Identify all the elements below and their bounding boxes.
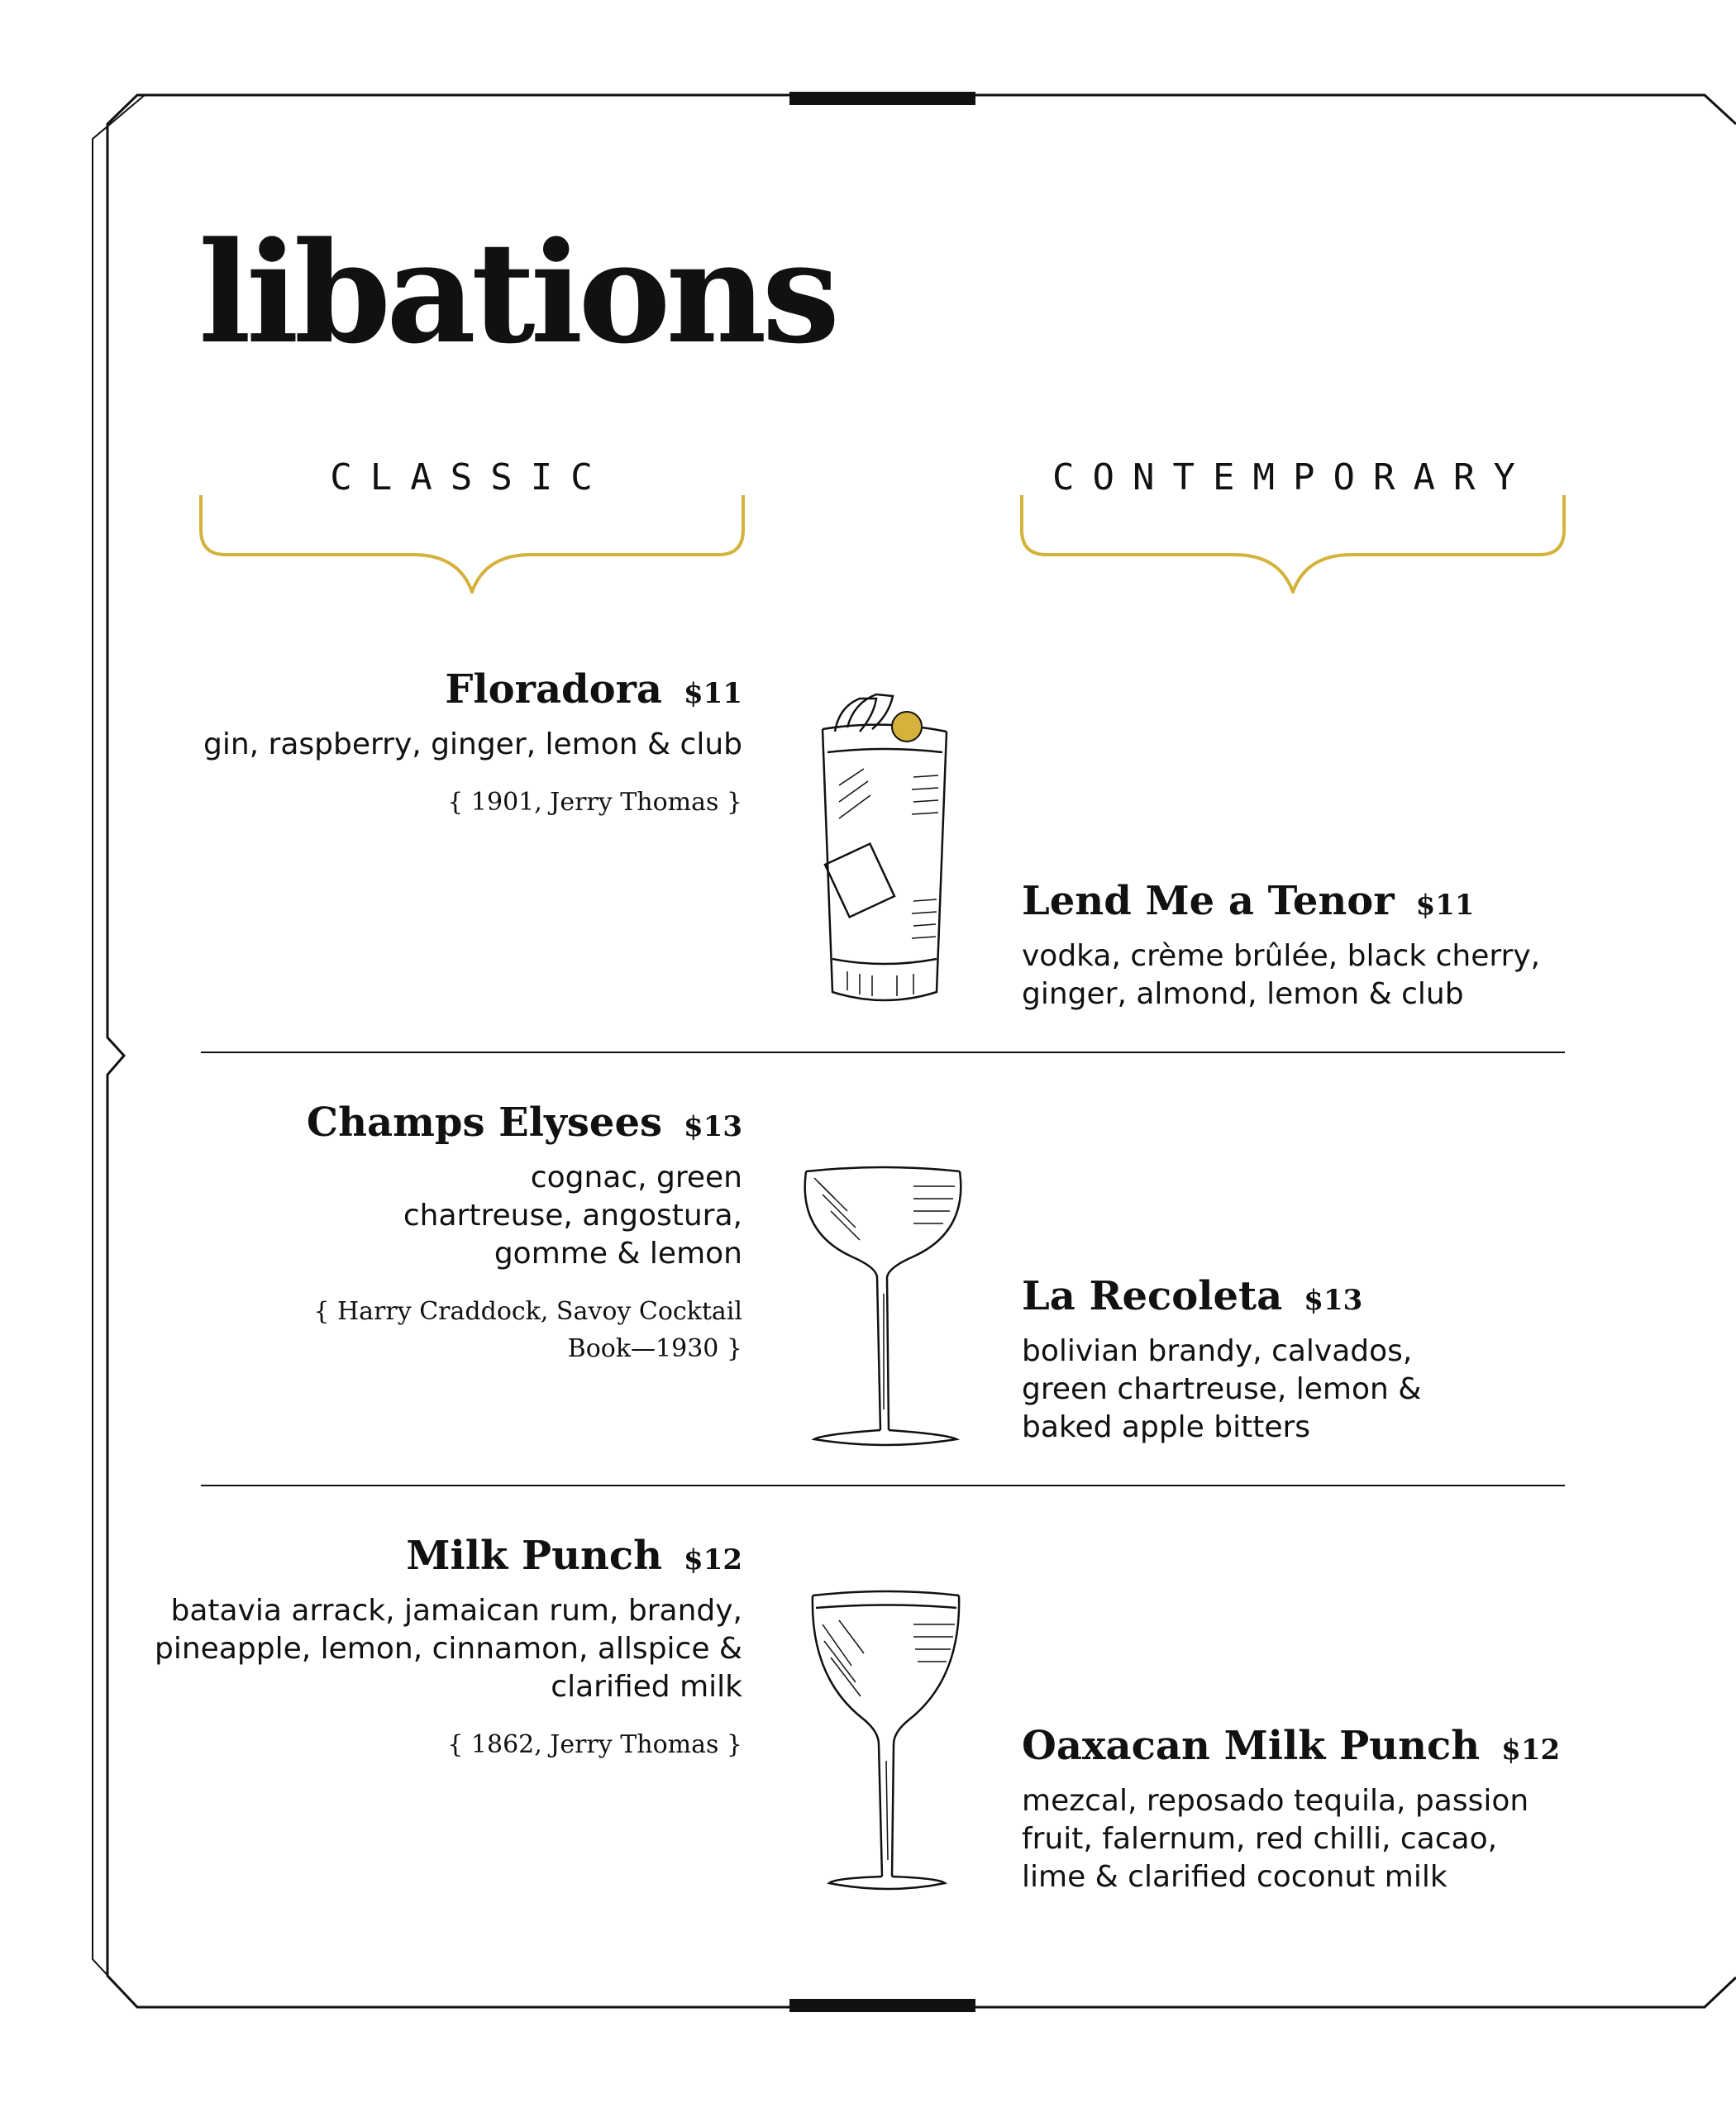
drink-oaxacan-milk-punch bbox=[1022, 1723, 1600, 1896]
section-heading-classic: CLASSIC bbox=[330, 456, 611, 498]
drink-name-line bbox=[1022, 878, 1600, 924]
drink-source: { 1862, Jerry Thomas } bbox=[447, 1730, 742, 1759]
section-heading-contemporary: CONTEMPORARY bbox=[1052, 456, 1533, 498]
drink-name: Champs Elysees bbox=[306, 1099, 663, 1146]
drink-price: $12 bbox=[684, 1543, 742, 1576]
row-divider bbox=[201, 1052, 1565, 1053]
drink-name: Milk Punch bbox=[406, 1533, 663, 1579]
drink-price: $13 bbox=[684, 1110, 742, 1143]
classic-brace-ornament bbox=[198, 493, 746, 594]
nick-and-nora-glass-icon bbox=[806, 1587, 967, 1893]
drink-ingredients: bolivian brandy, calvados, green chartreuse, lemon & baked apple bitters bbox=[1022, 1334, 1422, 1444]
drink-name-line bbox=[147, 666, 742, 713]
drink-price: $11 bbox=[684, 677, 742, 710]
drink-ingredients: gin, raspberry, ginger, lemon & club bbox=[203, 727, 742, 761]
drink-champs-elysees bbox=[147, 1099, 742, 1367]
drink-price: $12 bbox=[1501, 1734, 1561, 1767]
drink-price: $11 bbox=[1415, 889, 1475, 922]
drink-price: $13 bbox=[1304, 1284, 1363, 1317]
contemporary-brace-ornament bbox=[1019, 493, 1567, 594]
menu-title: libations bbox=[198, 211, 836, 374]
drink-name-line bbox=[1022, 1273, 1600, 1319]
drink-ingredients: batavia arrack, jamaican rum, brandy, pineapple, lemon, cinnamon, allspice & clarified milk bbox=[155, 1594, 742, 1704]
drink-name: Oaxacan Milk Punch bbox=[1022, 1723, 1481, 1769]
highball-glass-icon bbox=[814, 670, 955, 1009]
drink-floradora bbox=[147, 666, 742, 821]
drink-name-line bbox=[147, 1099, 742, 1146]
drink-source: { Harry Craddock, Savoy Cocktail Book—1930 } bbox=[313, 1297, 742, 1363]
drink-ingredients: vodka, crème brûlée, black cherry, ginger, almond, lemon & club bbox=[1022, 939, 1541, 1011]
drink-source: { 1901, Jerry Thomas } bbox=[447, 788, 742, 817]
drink-lend-me-a-tenor bbox=[1022, 878, 1600, 1013]
drink-la-recoleta bbox=[1022, 1273, 1600, 1447]
drink-ingredients: cognac, green chartreuse, angostura, gomme & lemon bbox=[403, 1161, 742, 1271]
drink-name: La Recoleta bbox=[1022, 1273, 1283, 1319]
drink-name-line bbox=[1022, 1723, 1600, 1769]
row-divider bbox=[201, 1485, 1565, 1486]
drink-milk-punch bbox=[147, 1533, 742, 1763]
drink-ingredients: mezcal, reposado tequila, passion fruit, falernum, red chilli, cacao, lime & clarified coconut milk bbox=[1022, 1784, 1529, 1894]
drink-name-line bbox=[147, 1533, 742, 1579]
drink-name: Lend Me a Tenor bbox=[1022, 878, 1395, 924]
drink-name: Floradora bbox=[445, 666, 663, 713]
coupe-glass-icon bbox=[798, 1161, 971, 1447]
